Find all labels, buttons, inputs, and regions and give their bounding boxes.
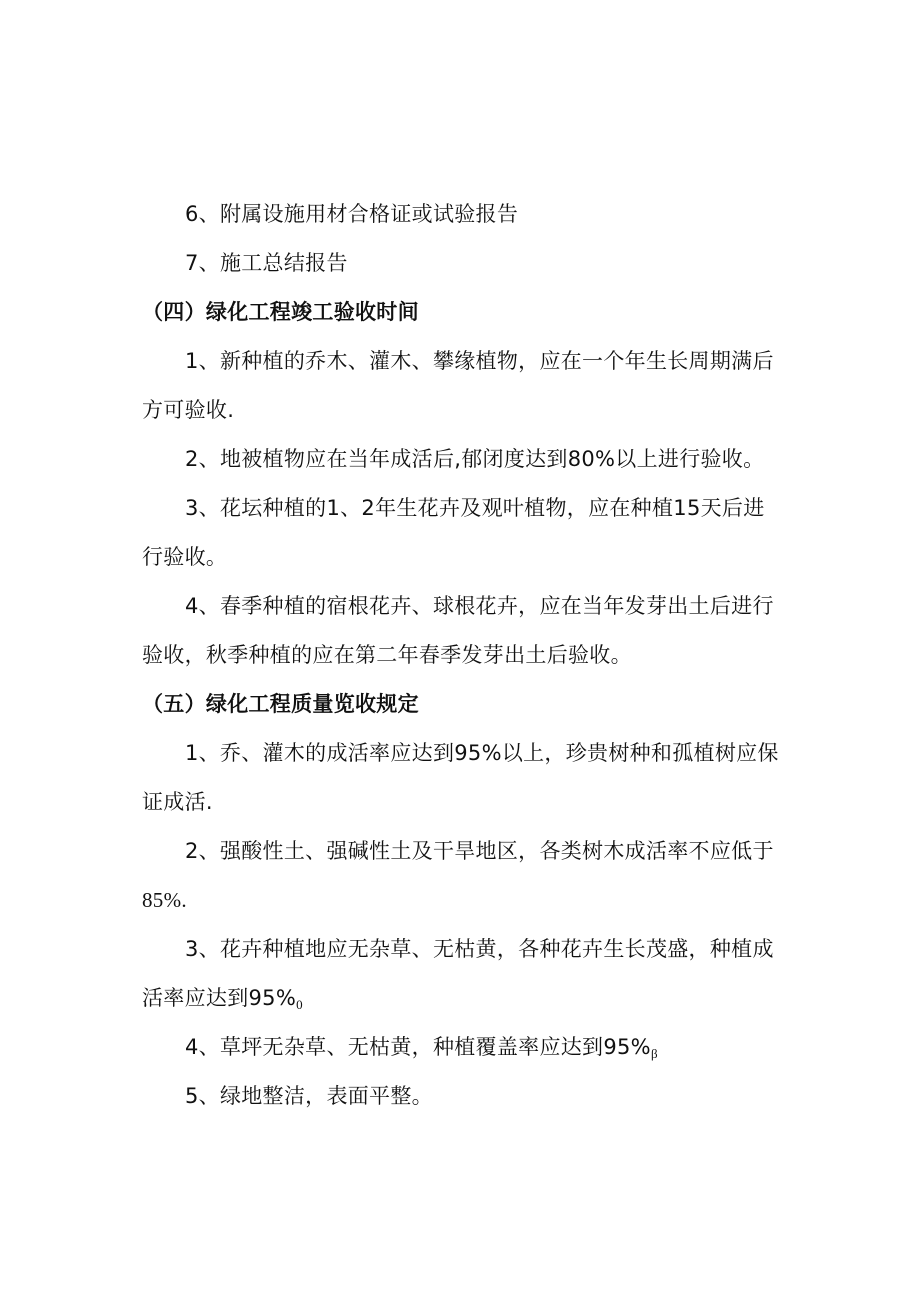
paragraph-line: [185, 445, 764, 473]
paragraph-line: [185, 347, 774, 375]
line-text: 7、施工总结报告: [185, 251, 348, 275]
line-text: 3、花坛种植的1、2年生花卉及观叶植物，应在种植15天后进: [185, 496, 765, 520]
paragraph-line: [185, 200, 518, 228]
line-text: 4、草坪无杂草、无枯黄，种植覆盖率应达到95%: [185, 1035, 651, 1059]
line-text: 验收，秋季种植的应在第二年春季发芽出土后验收。: [142, 643, 632, 667]
line-text: 3、花卉种植地应无杂草、无枯黄，各种花卉生长茂盛，种植成: [185, 937, 774, 961]
paragraph-line: [185, 837, 774, 865]
line-text: 6、附属设施用材合格证或试验报告: [185, 202, 519, 226]
line-text: 2、地被植物应在当年成活后,郁闭度达到80%以上进行验收。: [185, 447, 765, 471]
section-heading: [142, 298, 419, 326]
section-heading: [142, 690, 419, 718]
paragraph-line: [185, 1082, 433, 1110]
paragraph-line: [185, 494, 765, 522]
paragraph-line: [185, 592, 774, 620]
line-text: 1、乔、灌木的成活率应达到95%以上，珍贵树种和孤植树应保: [185, 741, 779, 765]
paragraph-line: [142, 984, 303, 1019]
trailing-mark: β: [650, 1046, 658, 1061]
paragraph-line: [142, 641, 632, 669]
trailing-mark: 0: [296, 997, 303, 1012]
paragraph-line: [185, 1033, 658, 1068]
heading-text: （四）绿化工程竣工验收时间: [142, 300, 419, 324]
line-text: 4、春季种植的宿根花卉、球根花卉，应在当年发芽出土后进行: [185, 594, 774, 618]
paragraph-line: [142, 396, 234, 424]
paragraph-line: [185, 249, 348, 277]
paragraph-line: [185, 739, 779, 767]
line-text: 行验收。: [142, 545, 228, 569]
line-text: 方可验收.: [142, 398, 235, 422]
paragraph-line: [185, 935, 774, 963]
paragraph-line: [142, 543, 227, 571]
paragraph-line: [142, 788, 213, 816]
paragraph-line: [142, 886, 187, 914]
line-text: 5、绿地整洁，表面平整。: [185, 1084, 433, 1108]
line-text: 2、强酸性土、强碱性土及干旱地区，各类树木成活率不应低于: [185, 839, 774, 863]
line-text: 85%.: [142, 888, 187, 912]
line-text: 1、新种植的乔木、灌木、攀缘植物，应在一个年生长周期满后: [185, 349, 774, 373]
heading-text: （五）绿化工程质量览收规定: [142, 692, 419, 716]
line-text: 证成活.: [142, 790, 213, 814]
line-text: 活率应达到95%: [142, 986, 297, 1010]
